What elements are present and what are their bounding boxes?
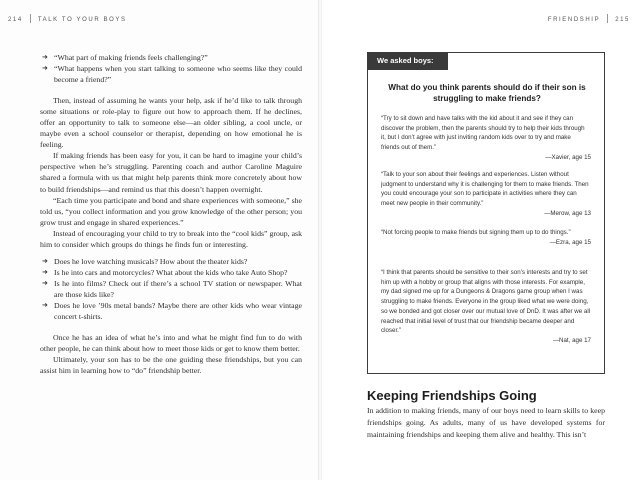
bullet-text: Does he love watching musicals? How about the theater kids?	[54, 256, 248, 266]
answer-block	[381, 170, 591, 219]
left-running-title: TALK TO YOUR BOYS	[37, 17, 127, 23]
answer-attribution: —Nat, age 17	[552, 336, 591, 344]
right-page-number: 215	[615, 17, 630, 23]
answer-quote: “I think that parents should be sensitive to their son’s interests and try to set him up with a hobby or group that aligns with those interests. For example, my dad signed me up for a Dungeons & Dragons game group when I was struggling to make friends. Everyone in the group liked what we were doing, so we bonded and got closer over our mutual love of DnD. It was after we all reached that initial level of trust that our friendship became deeper and closer.”	[381, 269, 591, 335]
list-item	[40, 256, 302, 267]
paragraph: Instead of encouraging your child to try to break into the “cool kids” group, ask him to consider which groups do things he finds fun or interesting.	[40, 228, 302, 249]
answer-block	[381, 228, 591, 247]
arrow-bullet-icon: ➜	[42, 267, 48, 276]
header-divider	[30, 14, 31, 23]
sidebar-question: What do you think parents should do if their son is struggling to make friends?	[388, 83, 586, 103]
list-item	[40, 267, 302, 278]
header-divider	[607, 14, 608, 23]
arrow-bullet-icon: ➜	[42, 278, 48, 287]
bullet-text: “What part of making friends feels challenging?”	[54, 53, 208, 62]
arrow-bullet-icon: ➜	[42, 256, 48, 265]
right-running-title: FRIENDSHIP	[547, 17, 601, 23]
right-running-header	[548, 14, 630, 23]
sidebar-tag: We asked boys:	[367, 52, 448, 70]
paragraph: Then, instead of assuming he wants your help, ask if he’d like to talk through some situations or role-play to figure out how to approach them. If he declines, offer an opportunity to talk to someone else—an older sibling, a cool uncle, or maybe even a school counselor or therapist, depending on how emotional he is feeling.	[40, 96, 302, 150]
answer-block	[381, 114, 591, 163]
left-page-number: 214	[8, 17, 23, 23]
list-item	[40, 300, 302, 322]
arrow-bullet-icon: ➜	[42, 300, 48, 309]
arrow-bullet-icon: ➜	[42, 64, 48, 73]
answer-quote: “Not forcing people to make friends but signing them up to do things.”	[381, 229, 571, 236]
arrow-bullet-icon: ➜	[42, 53, 48, 61]
bullet-text: Is he into films? Check out if there’s a school TV station or newspaper. What are those kids like?	[54, 278, 302, 299]
list-item	[40, 278, 302, 300]
paragraph: Ultimately, your son has to be the one guiding these friendships, but you can assist him in learning how to “do” friendship better.	[40, 355, 302, 376]
section-heading: Keeping Friendships Going	[367, 388, 537, 403]
answer-quote: “Try to sit down and have talks with the kid about it and see if they can discover the problem, then the parents should try to help their kids through it, but I don’t agree with just inviting random kids over to try and make friends out of them.”	[381, 115, 585, 152]
answer-attribution: —Merow, age 13	[544, 209, 591, 217]
answer-block	[381, 268, 591, 346]
section-paragraph: In addition to making friends, many of our boys need to learn skills to keep friendships going. As adults, many of us have developed systems for maintaining friendships and keeping them alive and healthy. This isn’t	[367, 406, 605, 439]
answer-quote: “Talk to your son about their feelings and experiences. Listen without judgment to understand why it is challenging for them to make friends. Then you could encourage your son to participate in activities where they can meet new people in their community.”	[381, 171, 589, 208]
list-item	[40, 63, 302, 85]
paragraph: If making friends has been easy for you, it can be hard to imagine your child’s perspective when he’s struggling. Parenting coach and author Caroline Maguire shared a formula with us that might help parents think more concretely about how to build friendships—and remind us that this doesn’t happen overnight.	[40, 151, 302, 194]
bullet-text: “What happens when you start talking to someone who seems like they could become a friend?”	[54, 64, 302, 85]
paragraph: Once he has an idea of what he’s into and what he might find fun to do with other people, he can think about how to meet those kids or get to know them better.	[40, 333, 302, 354]
book-gutter	[318, 0, 322, 480]
bullet-text: Is he into cars and motorcycles? What about the kids who take Auto Shop?	[54, 267, 288, 277]
left-running-header	[8, 14, 127, 23]
answer-attribution: —Xavier, age 15	[545, 153, 591, 161]
left-page-body	[40, 52, 302, 376]
answer-attribution: —Ezra, age 15	[549, 238, 591, 246]
paragraph: “Each time you participate and bond and share experiences with someone,” she told us, “you collect information and you grow knowledge of the other person; you grow trust and engage in shared experiences.”	[40, 195, 302, 227]
bullet-text: Does he love ’90s metal bands? Maybe there are other kids who wear vintage concert t-shirts.	[54, 300, 302, 322]
list-item	[40, 52, 302, 63]
